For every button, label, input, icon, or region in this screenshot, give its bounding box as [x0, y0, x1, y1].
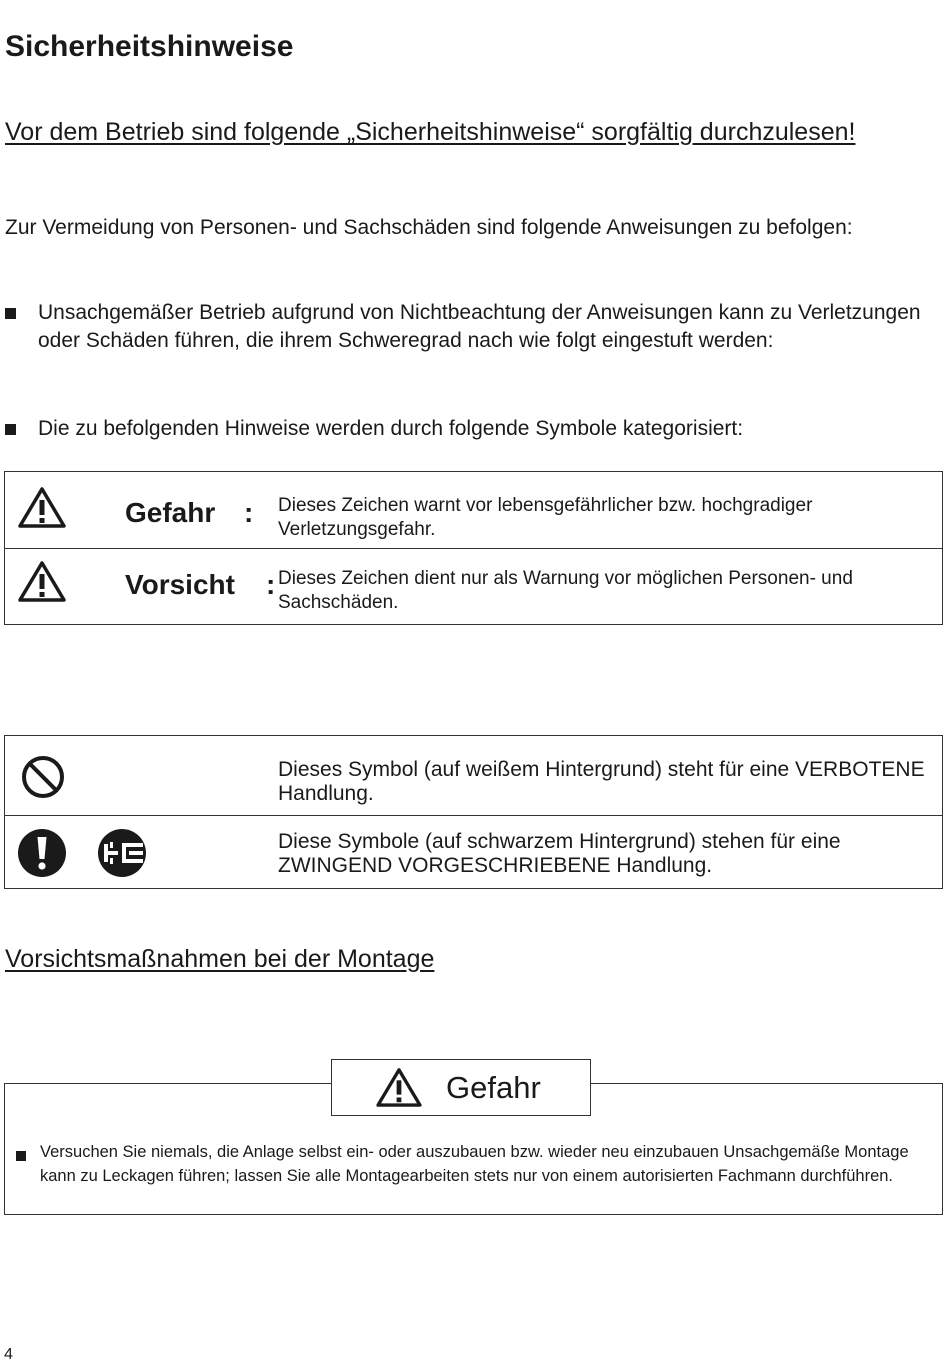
level-description: Dieses Zeichen dient nur als Warnung vor möglichen Personen- und Sachschäden.: [278, 568, 853, 613]
subheading: Vor dem Betrieb sind folgende „Sicherheitshinweise“ sorgfältig durchzulesen!: [5, 118, 856, 146]
danger-notice-header: [331, 1059, 591, 1116]
hazard-level-row: [5, 472, 942, 548]
section-title: Vorsichtsmaßnahmen bei der Montage: [5, 945, 435, 973]
bullet-text: Die zu befolgenden Hinweise werden durch folgende Symbole kategorisiert:: [38, 417, 744, 440]
danger-notice-label: Gefahr: [446, 1070, 541, 1105]
symbol-table: [4, 735, 943, 889]
bullet-item: [5, 415, 940, 443]
bullet-square-icon: [5, 424, 16, 435]
warning-triangle-icon: [18, 486, 66, 528]
symbol-description: Dieses Symbol (auf weißem Hintergrund) steht für eine VERBOTENE Handlung.: [278, 758, 925, 805]
bullet-text: Unsachgemäßer Betrieb aufgrund von Nichtbeachtung der Anweisungen kann zu Verletzungen oder Schäden führen, die ihrem Schweregrad nach wie folgt eingestuft werden:: [38, 301, 921, 352]
label-colon: :: [244, 497, 254, 528]
warning-triangle-icon: [376, 1067, 422, 1107]
danger-notice-text: Versuchen Sie niemals, die Anlage selbst ein- oder auszubauen bzw. wieder neu einzubauen Unsachgemäße Montage kann zu Leckagen führen; lassen Sie alle Montagearbeiten stets nur von einem autorisierten Fachmann durchführen.: [40, 1143, 909, 1185]
danger-notice-item: [16, 1140, 941, 1188]
hazard-level-row: [5, 548, 942, 624]
level-label-caution: Vorsicht: [125, 569, 235, 600]
symbol-row: [5, 736, 942, 815]
symbol-description: Diese Symbole (auf schwarzem Hintergrund) stehen für eine ZWINGEND VORGESCHRIEBENE Handlung.: [278, 830, 841, 877]
level-description: Dieses Zeichen warnt vor lebensgefährlicher bzw. hochgradiger Verletzungsgefahr.: [278, 495, 813, 540]
ground-plug-icon: [95, 828, 149, 878]
prohibition-icon: [21, 755, 65, 799]
page-number: 4: [4, 1346, 13, 1363]
label-colon: :: [266, 569, 276, 600]
bullet-square-icon: [16, 1151, 26, 1161]
page-title: Sicherheitshinweise: [5, 30, 294, 63]
warning-triangle-icon: [18, 560, 66, 602]
hazard-level-table: [4, 471, 943, 625]
symbol-row: [5, 815, 942, 888]
mandatory-exclamation-icon: [17, 828, 67, 878]
bullet-item: [5, 299, 940, 355]
level-label-danger: Gefahr: [125, 497, 216, 528]
intro-text: Zur Vermeidung von Personen- und Sachschäden sind folgende Anweisungen zu befolgen:: [5, 216, 853, 239]
bullet-square-icon: [5, 308, 16, 319]
